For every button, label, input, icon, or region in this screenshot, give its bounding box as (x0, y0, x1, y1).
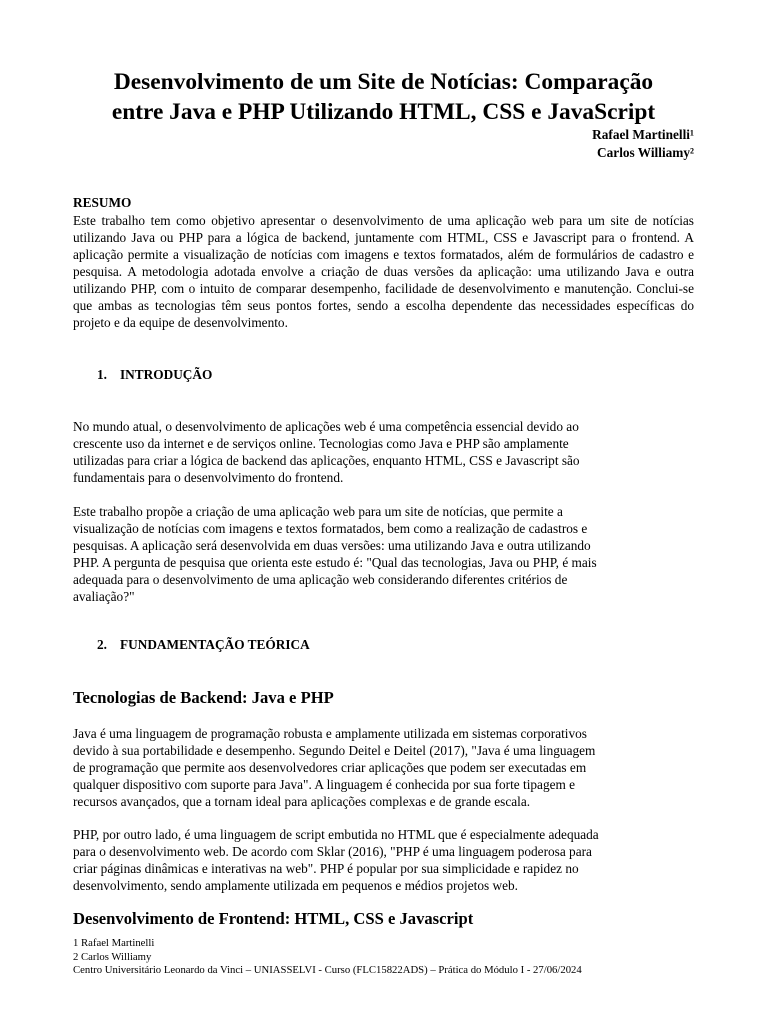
text-line: Este trabalho propõe a criação de uma aplicação web para um site de notícias, que permite a (73, 504, 563, 519)
intro-paragraph-2 (73, 503, 694, 605)
paper-title (73, 67, 694, 127)
backend-paragraph-2 (73, 826, 694, 894)
author-2: Carlos Williamy² (597, 145, 694, 160)
section-number: 2. (97, 637, 107, 652)
subheading-backend: Tecnologias de Backend: Java e PHP (73, 688, 334, 707)
section-title: INTRODUÇÃO (120, 367, 213, 382)
abstract-text: Este trabalho tem como objetivo apresentar o desenvolvimento de uma aplicação web para um site de notícias utilizando Java ou PHP para a lógica de backend, juntamente com HTML, CSS e Javascript para o frontend. A aplicação permite a visualização de notícias com imagens e textos formatados, além de formulários de cadastro e pesquisa. A metodologia adotada envolve a criação de duas versões da aplicação: uma utilizando Java e outra utilizando PHP, com o intuito de comparar desempenho, facilidade de desenvolvimento e manutenção. Conclui-se que ambas as tecnologias têm seus pontos fortes, sendo a escolha dependente das necessidades específicas do projeto e da equipe de desenvolvimento. (73, 213, 694, 330)
text-line: utilizadas para criar a lógica de backend das aplicações, enquanto HTML, CSS e Javascript são (73, 453, 580, 468)
text-line: fundamentais para o desenvolvimento do frontend. (73, 470, 344, 485)
abstract-heading: RESUMO (73, 195, 132, 210)
text-line: de programação que permite aos desenvolvedores criar aplicações que podem ser executadas em (73, 760, 587, 775)
text-line: para o desenvolvimento web. De acordo com Sklar (2016), "PHP é uma linguagem poderosa para (73, 844, 592, 859)
text-line: adequada para o desenvolvimento de uma aplicação web considerando diferentes critérios de (73, 572, 568, 587)
intro-paragraph-1 (73, 418, 694, 486)
text-line: visualização de notícias com imagens e textos formatados, bem como a realização de cadastros e (73, 521, 588, 536)
text-line: qualquer dispositivo com suporte para Java". A linguagem é conhecida por sua forte tipagem e (73, 777, 576, 792)
text-line: desenvolvimento, sendo amplamente utilizada em pequenos e médios projetos web. (73, 878, 518, 893)
title-line-1: Desenvolvimento de um Site de Notícias: Comparação (113, 69, 654, 95)
title-line-2: entre Java e PHP Utilizando HTML, CSS e JavaScript (111, 99, 656, 125)
section-number: 1. (97, 367, 107, 382)
author-1: Rafael Martinelli¹ (592, 127, 694, 142)
section-title: FUNDAMENTAÇÃO TEÓRICA (120, 637, 310, 652)
author-list (73, 126, 694, 162)
page-footer (73, 937, 713, 978)
text-line: PHP, por outro lado, é uma linguagem de script embutida no HTML que é especialmente adequada (73, 827, 599, 842)
subheading-frontend: Desenvolvimento de Frontend: HTML, CSS e Javascript (73, 909, 474, 928)
footer-institution: Centro Universitário Leonardo da Vinci – UNIASSELVI - Curso (FLC15822ADS) – Prática do Módulo I - 27/06/2024 (73, 964, 582, 977)
text-line: pesquisas. A aplicação será desenvolvida em duas versões: uma utilizando Java e outra utilizando (73, 538, 591, 553)
section-heading-introducao (97, 366, 212, 383)
section-heading-fundamentacao (97, 636, 310, 653)
text-line: recursos avançados, que a tornam ideal para aplicações complexas e de grande escala. (73, 794, 531, 809)
backend-paragraph-1 (73, 725, 694, 810)
text-line: criar páginas dinâmicas e interativas na web". PHP é popular por sua simplicidade e rapidez no (73, 861, 579, 876)
text-line: PHP. A pergunta de pesquisa que orienta este estudo é: "Qual das tecnologias, Java ou PHP, é mais (73, 555, 597, 570)
text-line: avaliação?" (73, 589, 135, 604)
text-line: crescente uso da internet e de serviços online. Tecnologias como Java e PHP são amplamente (73, 436, 569, 451)
text-line: devido à sua portabilidade e desempenho. Segundo Deitel e Deitel (2017), "Java é uma linguagem (73, 743, 596, 758)
text-line: Java é uma linguagem de programação robusta e amplamente utilizada em sistemas corporativos (73, 726, 587, 741)
text-line: No mundo atual, o desenvolvimento de aplicações web é uma competência essencial devido ao (73, 419, 579, 434)
footnote-1: 1 Rafael Martinelli (73, 937, 155, 949)
footnote-2: 2 Carlos Williamy (73, 950, 152, 963)
